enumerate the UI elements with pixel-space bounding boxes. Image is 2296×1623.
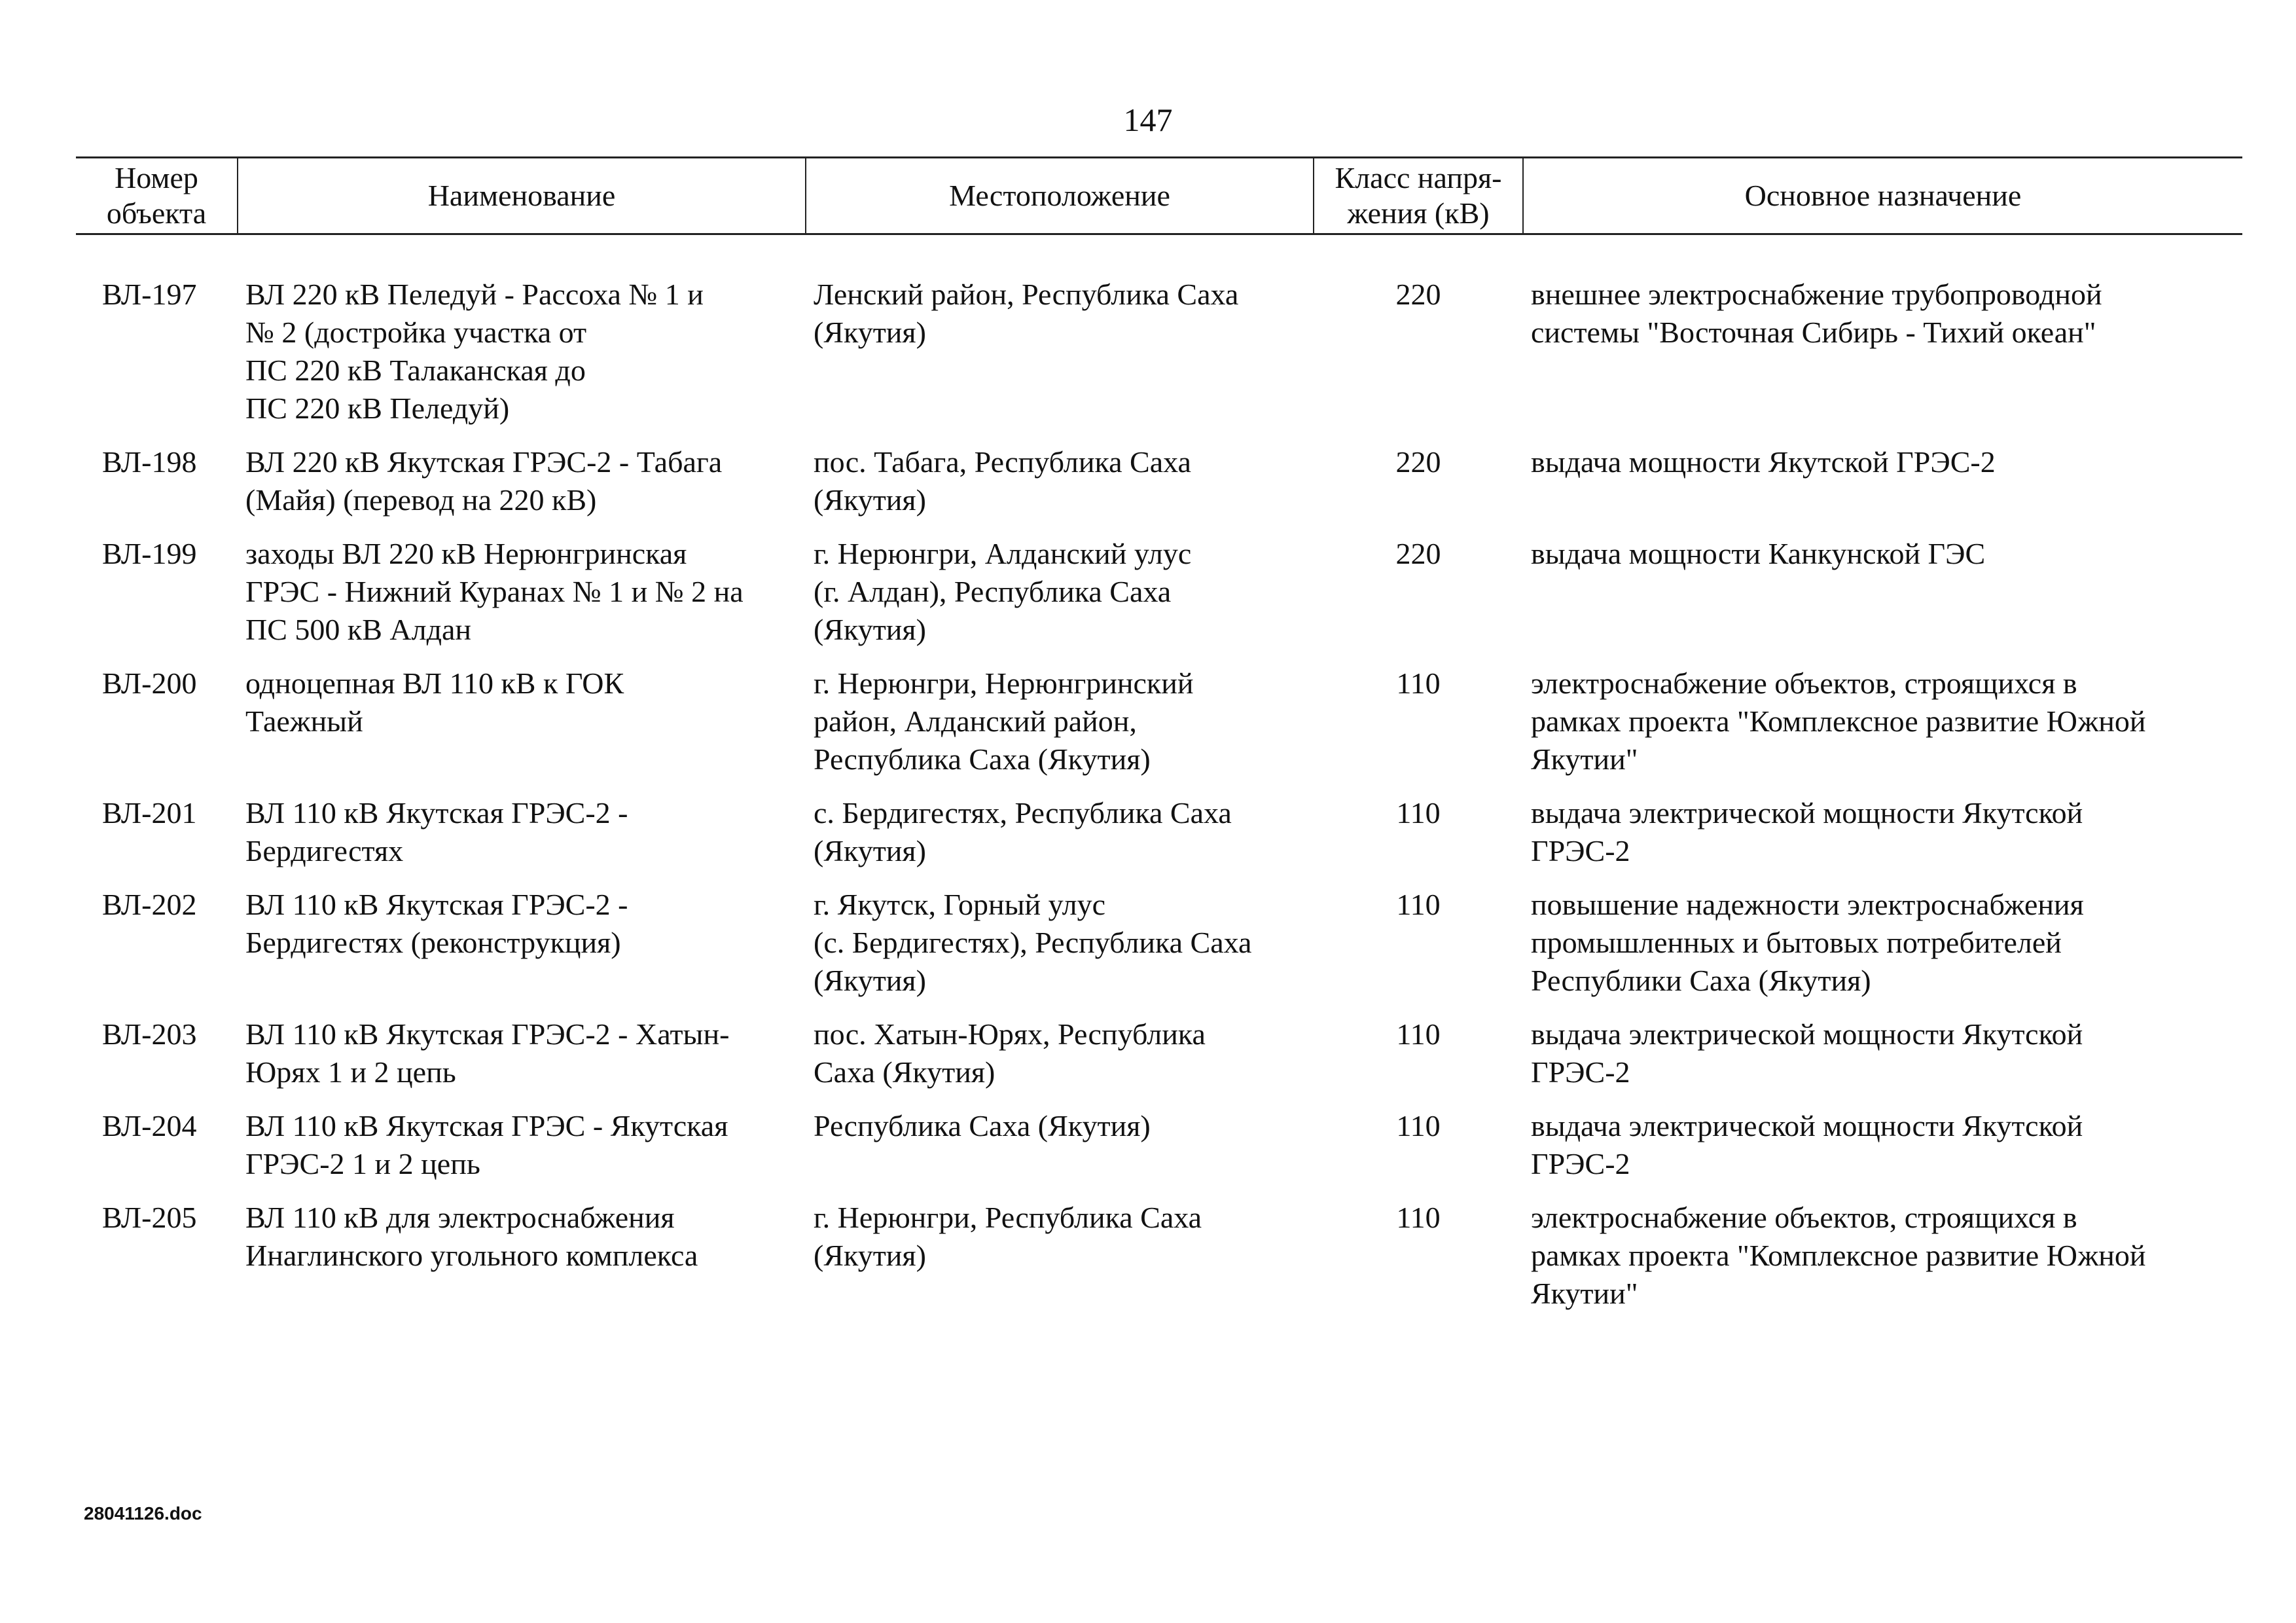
table-row xyxy=(76,535,2242,665)
object-name-cell: ВЛ 110 кВ Якутская ГРЭС-2 - Бердигестях xyxy=(245,796,628,867)
purpose-cell: выдача электрической мощности Якутской ГРЭС-2 xyxy=(1531,796,2083,867)
table-header-row xyxy=(76,158,2242,234)
voltage-cell: 110 xyxy=(1396,666,1441,700)
object-name-cell: ВЛ 110 кВ Якутская ГРЭС-2 - Хатын- Юрях 1 и 2 цепь xyxy=(245,1017,730,1089)
object-number-cell: ВЛ-201 xyxy=(102,796,197,830)
objects-table xyxy=(76,156,2242,1328)
footer-file-name: 28041126.doc xyxy=(84,1503,202,1523)
purpose-cell: внешнее электроснабжение трубопроводной системы "Восточная Сибирь - Тихий океан" xyxy=(1531,278,2102,349)
location-cell: г. Якутск, Горный улус (с. Бердигестях), Республика Саха (Якутия) xyxy=(814,888,1252,997)
location-cell: г. Нерюнгри, Алданский улус (г. Алдан), Республика Саха (Якутия) xyxy=(814,537,1192,646)
table-row xyxy=(76,665,2242,794)
table-header xyxy=(76,158,2242,234)
object-name-cell: ВЛ 110 кВ для электроснабжения Инаглинского угольного комплекса xyxy=(245,1201,698,1272)
location-cell: с. Бердигестях, Республика Саха (Якутия) xyxy=(814,796,1232,867)
object-name-cell: ВЛ 220 кВ Якутская ГРЭС-2 - Табага (Майя) (перевод на 220 кВ) xyxy=(245,445,723,517)
object-number-cell: ВЛ-202 xyxy=(102,888,197,921)
table-row xyxy=(76,234,2242,444)
page-number: 147 xyxy=(1123,101,1173,138)
location-cell: Ленский район, Республика Саха (Якутия) xyxy=(814,278,1239,349)
location-cell: г. Нерюнгри, Нерюнгринский район, Алданский район, Республика Саха (Якутия) xyxy=(814,666,1194,776)
table-row xyxy=(76,794,2242,886)
location-cell: пос. Табага, Республика Саха (Якутия) xyxy=(814,445,1191,517)
object-number-cell: ВЛ-205 xyxy=(102,1201,197,1234)
object-name-cell: ВЛ 110 кВ Якутская ГРЭС - Якутская ГРЭС-2 1 и 2 цепь xyxy=(245,1109,728,1180)
table-row xyxy=(76,886,2242,1015)
object-name-cell: заходы ВЛ 220 кВ Нерюнгринская ГРЭС - Нижний Куранах № 1 и № 2 на ПС 500 кВ Алдан xyxy=(245,537,744,646)
voltage-cell: 110 xyxy=(1396,888,1441,921)
header-location: Местоположение xyxy=(806,158,1314,234)
object-number-cell: ВЛ-197 xyxy=(102,278,197,311)
object-name-cell: ВЛ 220 кВ Пеледуй - Рассоха № 1 и № 2 (достройка участка от ПС 220 кВ Талаканская до ПС 220 кВ Пеледуй) xyxy=(245,278,704,425)
purpose-cell: выдача мощности Якутской ГРЭС-2 xyxy=(1531,445,1996,479)
header-main-purpose: Основное назначение xyxy=(1523,158,2242,234)
purpose-cell: повышение надежности электроснабжения промышленных и бытовых потребителей Республики Саха (Якутия) xyxy=(1531,888,2084,997)
voltage-cell: 220 xyxy=(1395,445,1441,479)
location-cell: Республика Саха (Якутия) xyxy=(814,1109,1151,1142)
object-number-cell: ВЛ-200 xyxy=(102,666,197,700)
location-cell: г. Нерюнгри, Республика Саха (Якутия) xyxy=(814,1201,1202,1272)
header-voltage-class: Класс напря- жения (кВ) xyxy=(1314,158,1523,234)
purpose-cell: электроснабжение объектов, строящихся в рамках проекта "Комплексное развитие Южной Якутии" xyxy=(1531,666,2146,776)
voltage-cell: 110 xyxy=(1396,1201,1441,1234)
object-number-cell: ВЛ-198 xyxy=(102,445,197,479)
table-row xyxy=(76,1199,2242,1328)
table-body xyxy=(76,234,2242,1329)
table-row xyxy=(76,1107,2242,1199)
object-number-cell: ВЛ-199 xyxy=(102,537,197,570)
header-name: Наименование xyxy=(238,158,806,234)
voltage-cell: 220 xyxy=(1395,278,1441,311)
purpose-cell: выдача электрической мощности Якутской ГРЭС-2 xyxy=(1531,1017,2083,1089)
location-cell: пос. Хатын-Юрях, Республика Саха (Якутия) xyxy=(814,1017,1206,1089)
voltage-cell: 110 xyxy=(1396,796,1441,830)
object-number-cell: ВЛ-204 xyxy=(102,1109,197,1142)
purpose-cell: электроснабжение объектов, строящихся в рамках проекта "Комплексное развитие Южной Якутии" xyxy=(1531,1201,2146,1310)
voltage-cell: 110 xyxy=(1396,1017,1441,1051)
object-name-cell: ВЛ 110 кВ Якутская ГРЭС-2 - Бердигестях (реконструкция) xyxy=(245,888,628,959)
purpose-cell: выдача электрической мощности Якутской ГРЭС-2 xyxy=(1531,1109,2083,1180)
object-number-cell: ВЛ-203 xyxy=(102,1017,197,1051)
purpose-cell: выдача мощности Канкунской ГЭС xyxy=(1531,537,1986,570)
header-object-number: Номер объекта xyxy=(76,158,238,234)
voltage-cell: 110 xyxy=(1396,1109,1441,1142)
table-row xyxy=(76,1015,2242,1107)
table-row xyxy=(76,443,2242,535)
voltage-cell: 220 xyxy=(1395,537,1441,570)
object-name-cell: одноцепная ВЛ 110 кВ к ГОК Таежный xyxy=(245,666,624,738)
